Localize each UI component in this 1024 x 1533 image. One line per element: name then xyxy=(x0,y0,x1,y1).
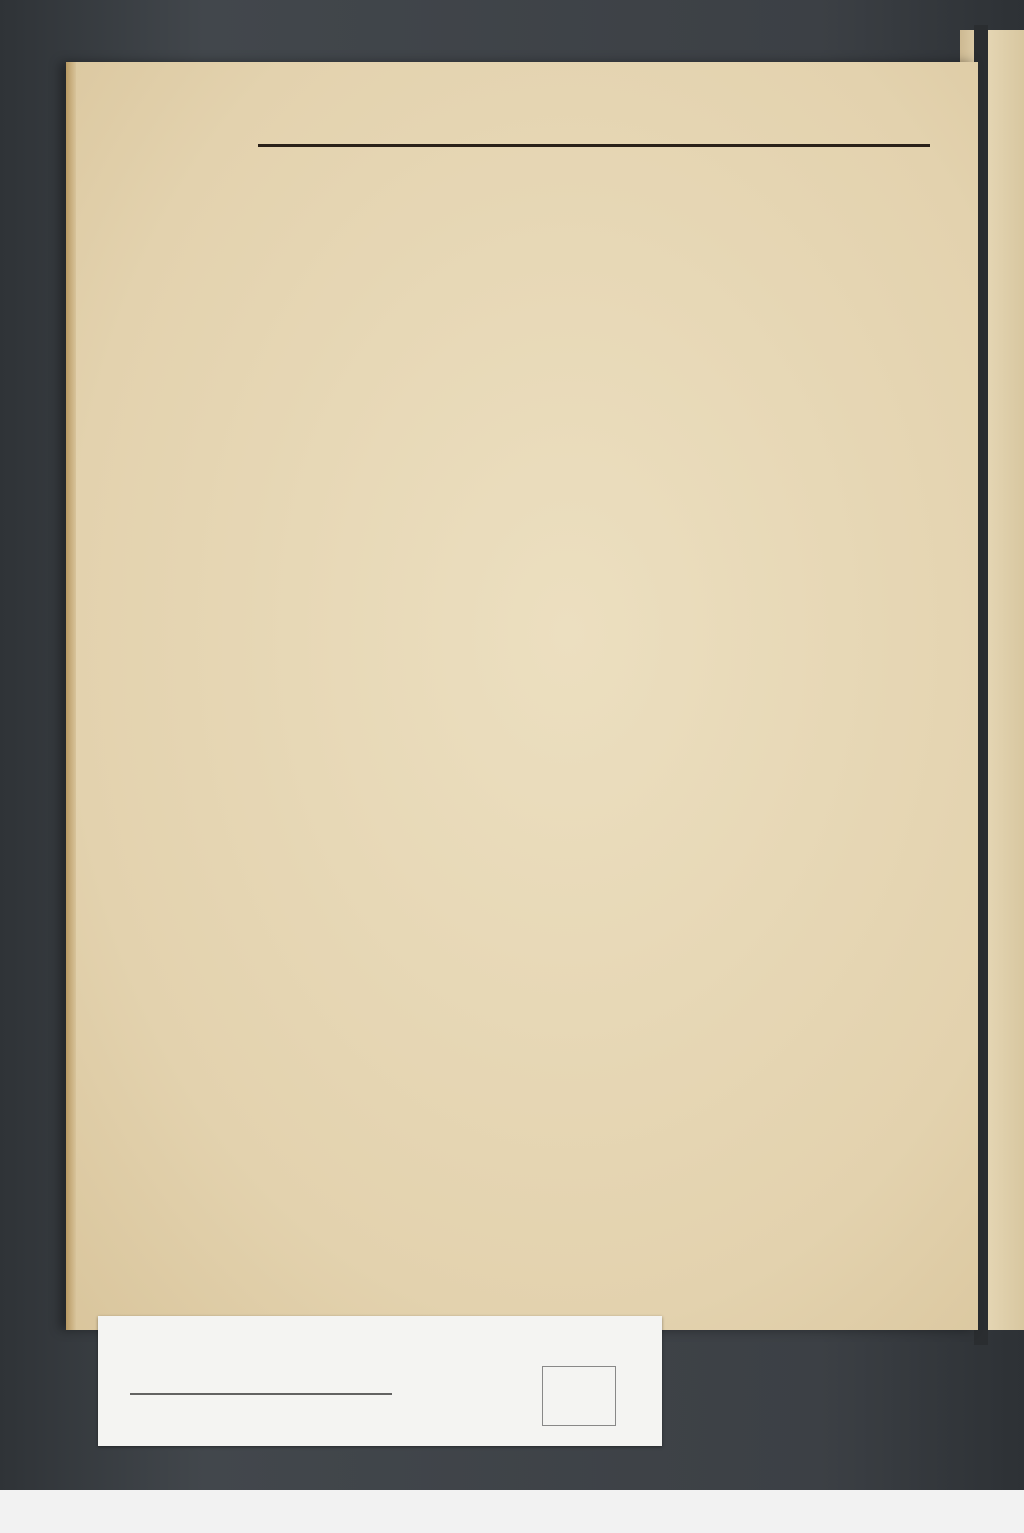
running-header xyxy=(258,140,930,147)
footer-bar xyxy=(0,1490,1024,1533)
gray-scale-swatches xyxy=(542,1366,616,1426)
page-text xyxy=(258,140,930,171)
book-page xyxy=(66,62,978,1330)
ruler-scale xyxy=(130,1364,392,1408)
ruler-numbers xyxy=(24,1406,324,1436)
page-gutter-edge xyxy=(66,62,76,1330)
